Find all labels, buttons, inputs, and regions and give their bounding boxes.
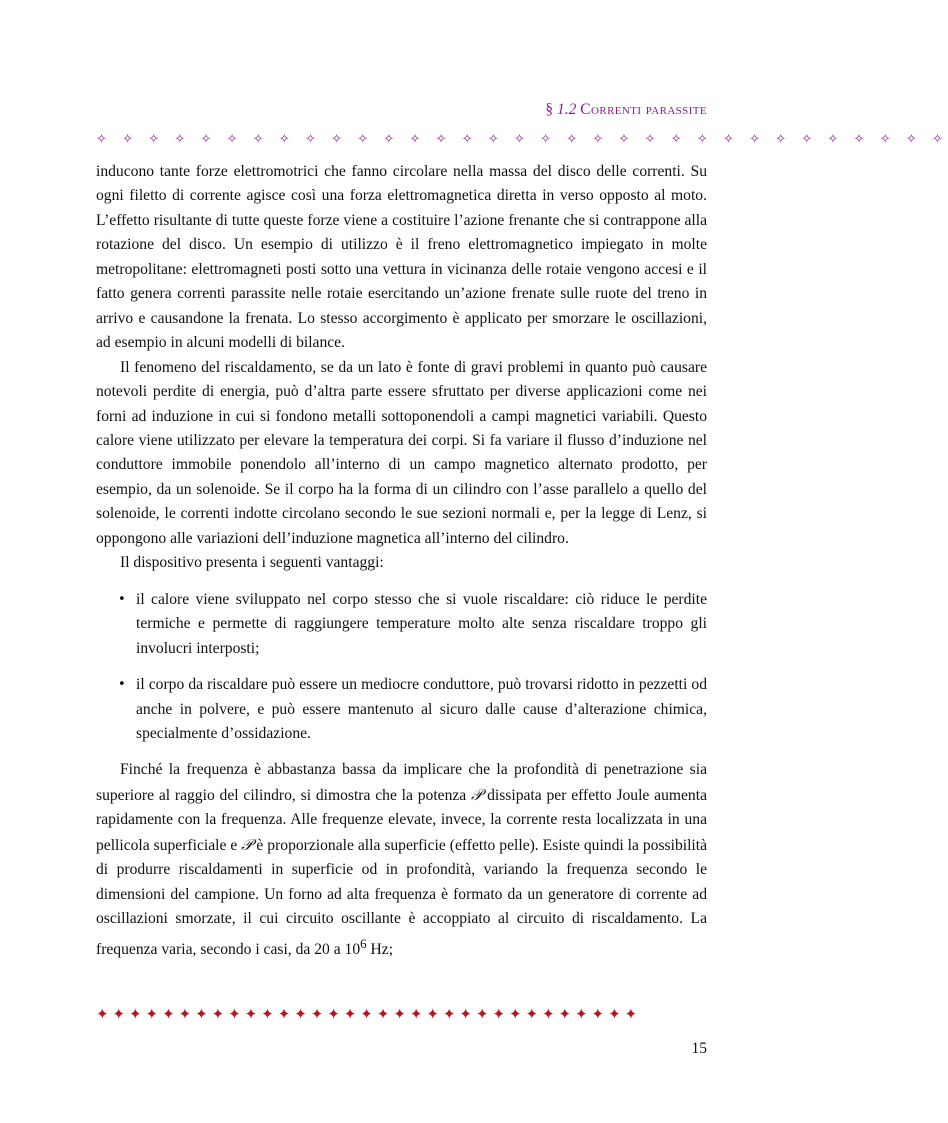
bullet-icon: • xyxy=(118,677,126,693)
list-item-text: il calore viene sviluppato nel corpo stesso che si vuole riscaldare: ciò riduce le perdite termiche e permette di raggiungere temperature molto alte senza riscaldare troppo gli involucri interposti; xyxy=(136,590,707,657)
page-number: 15 xyxy=(691,1040,707,1057)
page-body xyxy=(96,160,707,962)
bullet-icon: • xyxy=(118,591,126,607)
list-item-text: il corpo da riscaldare può essere un mediocre conduttore, può trovarsi ridotto in pezzetti od anche in polvere, e può essere mantenuto al sicuro dalle cause d’alterazione chimica, specialmente d’ossidazione. xyxy=(136,676,707,742)
section-title: Correnti parassite xyxy=(580,101,707,118)
section-symbol: § xyxy=(545,101,554,118)
section-number: 1.2 xyxy=(557,101,577,118)
paragraph-frequency-end: Hz; xyxy=(366,940,394,958)
paragraph-heating: Il fenomeno del riscaldamento, se da un lato è fonte di gravi problemi in quanto può causare notevoli perdite di energia, può d’altra parte essere sfruttato per diverse applicazioni come nei forni ad induzione in cui si fondono metalli sottoponendoli a campi magnetici variabili. Questo calore viene utilizzato per elevare la temperatura dei corpi. Si fa variare il flusso d’induzione nel conduttore immobile ponendolo all’interno di un campo magnetico alternato prodotto, per esempio, da un solenoide. Se il corpo ha la forma di un cilindro con l’asse parallelo a quello del solenoide, le correnti indotte circolano secondo le sue sezioni normali e, per la legge di Lenz, si oppongono alle variazioni dell’induzione magnetica all’interno del cilindro. xyxy=(96,358,707,547)
paragraph-advantages-intro: Il dispositivo presenta i seguenti vantaggi: xyxy=(120,554,384,572)
advantages-list xyxy=(96,588,707,747)
paragraph-frequency-part3: è proporzionale alla superficie (effetto pelle). Esiste quindi la possibilità di produrre riscaldamenti in superficie od in profondità, variando la frequenza secondo le dimensioni del campione. Un forno ad alta frequenza è formato da un generatore di corrente ad oscillazioni smorzate, il cui circuito oscillante è accoppiato al circuito di riscaldamento. La frequenza varia, secondo i casi, da 20 a 10 xyxy=(96,836,707,958)
power-symbol: 𝒫 xyxy=(241,835,253,854)
running-header xyxy=(545,101,707,119)
paragraph-frequency-part1: Finché la frequenza è abbastanza bassa da implicare che la profondità di penetrazione sia superiore al raggio del cilindro, si dimostra che la potenza xyxy=(96,761,707,804)
list-item xyxy=(96,588,707,661)
bottom-ornament-rule: ✦✦✦✦✦✦✦✦✦✦✦✦✦✦✦✦✦✦✦✦✦✦✦✦✦✦✦✦✦✦✦✦✦ xyxy=(96,1005,642,1023)
list-item xyxy=(96,673,707,746)
paragraph-frequency xyxy=(96,758,707,962)
top-ornament-rule: ✧ ✧ ✧ ✧ ✧ ✧ ✧ ✧ ✧ ✧ ✧ ✧ ✧ ✧ ✧ ✧ ✧ ✧ ✧ ✧ ✧ ✧ ✧ ✧ ✧ ✧ ✧ ✧ ✧ ✧ ✧ ✧ ✧ xyxy=(96,132,948,147)
paragraph-continuation: inducono tante forze elettromotrici che fanno circolare nella massa del disco delle correnti. Su ogni filetto di corrente agisce così una forza elettromagnetica diretta in verso opposto al moto. L’effetto risultante di tutte queste forze viene a costituire l’azione frenante che si contrappone alla rotazione del disco. Un esempio di utilizzo è il freno elettromagnetico impiegato in molte metropolitane: elettromagneti posti sotto una vettura in vicinanza delle rotaie vengono accesi e il fatto genera correnti parassite nelle rotaie esercitando un’azione frenate sulle ruote del treno in arrivo e causandone la frenata. Lo stesso accorgimento è applicato per smorzare le oscillazioni, ad esempio in alcuni modelli di bilance. xyxy=(96,163,707,352)
exponent: 6 xyxy=(360,935,367,951)
paragraph-frequency-part2: dissipata per effetto Joule aumenta rapidamente con la frequenza. Alle frequenze elevate, invece, la corrente resta localizzata in una pellicola superficiale e xyxy=(96,786,707,854)
power-symbol: 𝒫 xyxy=(471,785,483,804)
